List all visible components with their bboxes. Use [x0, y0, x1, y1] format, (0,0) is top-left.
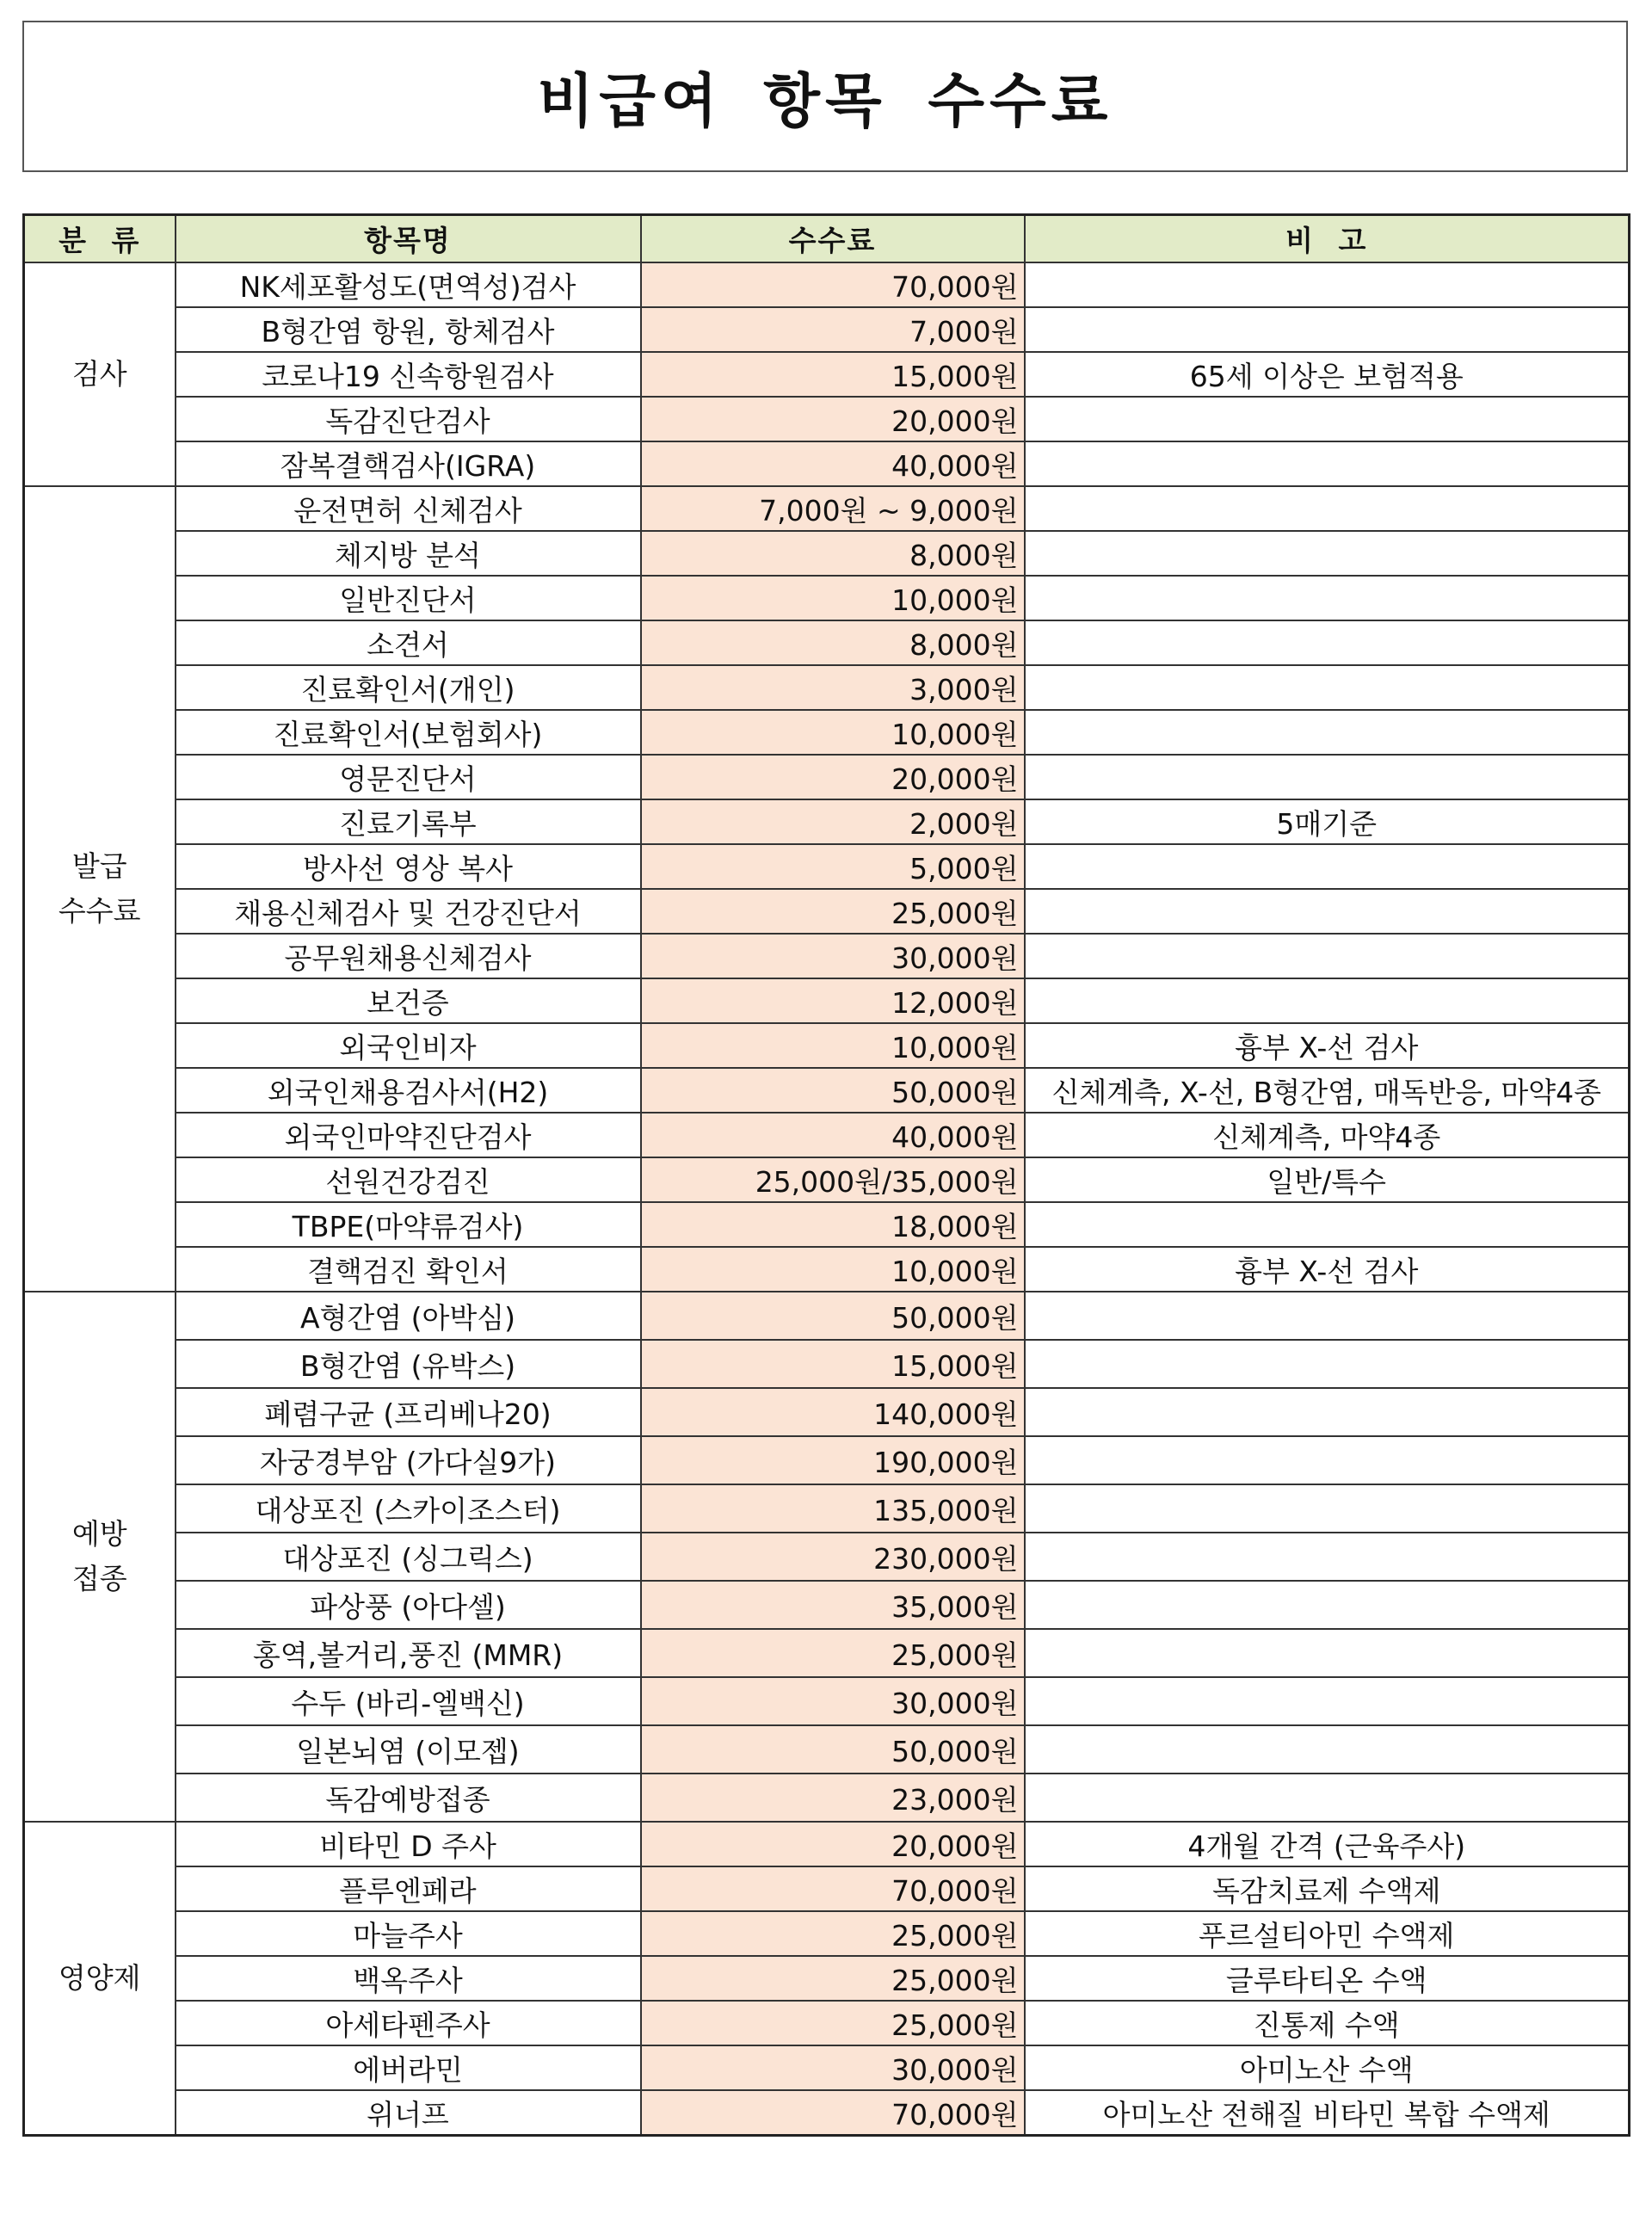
fee-cell: 7,000원 ~ 9,000원 — [641, 486, 1025, 531]
table-row — [24, 1774, 1630, 1822]
note-cell — [1025, 1533, 1630, 1581]
item-cell: 파상풍 (아다셀) — [176, 1581, 641, 1629]
note-cell: 4개월 간격 (근육주사) — [1025, 1822, 1630, 1866]
note-cell — [1025, 978, 1630, 1023]
note-cell — [1025, 307, 1630, 352]
table-row — [24, 1340, 1630, 1388]
note-cell — [1025, 262, 1630, 307]
table-row — [24, 1677, 1630, 1725]
table-row — [24, 2090, 1630, 2136]
note-cell: 흉부 X-선 검사 — [1025, 1247, 1630, 1292]
table-row — [24, 1388, 1630, 1436]
table-row — [24, 934, 1630, 978]
item-cell: 결핵검진 확인서 — [176, 1247, 641, 1292]
table-row — [24, 1023, 1630, 1068]
category-cell-vaccine — [24, 1292, 176, 1822]
table-row — [24, 1866, 1630, 1911]
table-row — [24, 576, 1630, 620]
item-cell: 영문진단서 — [176, 755, 641, 799]
item-cell: 독감진단검사 — [176, 397, 641, 441]
note-cell: 글루타티온 수액 — [1025, 1956, 1630, 2001]
note-cell — [1025, 1774, 1630, 1822]
note-cell: 푸르설티아민 수액제 — [1025, 1911, 1630, 1956]
table-row — [24, 1533, 1630, 1581]
fee-cell: 10,000원 — [641, 710, 1025, 755]
item-cell: 보건증 — [176, 978, 641, 1023]
note-cell: 흉부 X-선 검사 — [1025, 1023, 1630, 1068]
table-row — [24, 531, 1630, 576]
item-cell: 수두 (바리-엘백신) — [176, 1677, 641, 1725]
table-row — [24, 889, 1630, 934]
note-cell: 5매기준 — [1025, 799, 1630, 844]
header-category: 분 류 — [24, 215, 176, 263]
note-cell — [1025, 665, 1630, 710]
fee-cell: 40,000원 — [641, 1113, 1025, 1157]
fee-cell: 20,000원 — [641, 1822, 1025, 1866]
fee-table — [22, 213, 1630, 2137]
table-row — [24, 1113, 1630, 1157]
table-row — [24, 441, 1630, 486]
table-row — [24, 1911, 1630, 1956]
item-cell: TBPE(마약류검사) — [176, 1202, 641, 1247]
table-row — [24, 620, 1630, 665]
note-cell: 아미노산 전해질 비타민 복합 수액제 — [1025, 2090, 1630, 2136]
table-row — [24, 844, 1630, 889]
note-cell — [1025, 576, 1630, 620]
fee-cell: 12,000원 — [641, 978, 1025, 1023]
item-cell: 체지방 분석 — [176, 531, 641, 576]
fee-cell: 230,000원 — [641, 1533, 1025, 1581]
table-row — [24, 262, 1630, 307]
table-row — [24, 1581, 1630, 1629]
item-cell: B형간염 (유박스) — [176, 1340, 641, 1388]
item-cell: 에버라민 — [176, 2045, 641, 2090]
title-box — [22, 21, 1628, 172]
fee-cell: 15,000원 — [641, 1340, 1025, 1388]
item-cell: 외국인마약진단검사 — [176, 1113, 641, 1157]
fee-cell: 190,000원 — [641, 1436, 1025, 1484]
header-fee: 수수료 — [641, 215, 1025, 263]
item-cell: 진료확인서(보험회사) — [176, 710, 641, 755]
note-cell — [1025, 1292, 1630, 1340]
note-cell — [1025, 1581, 1630, 1629]
note-cell — [1025, 620, 1630, 665]
table-body — [24, 262, 1630, 2136]
table-row — [24, 397, 1630, 441]
note-cell — [1025, 889, 1630, 934]
table-row — [24, 486, 1630, 531]
item-cell: 소견서 — [176, 620, 641, 665]
table-row — [24, 2045, 1630, 2090]
table-row — [24, 710, 1630, 755]
fee-cell: 8,000원 — [641, 620, 1025, 665]
note-cell: 독감치료제 수액제 — [1025, 1866, 1630, 1911]
item-cell: 일반진단서 — [176, 576, 641, 620]
fee-cell: 18,000원 — [641, 1202, 1025, 1247]
fee-cell: 140,000원 — [641, 1388, 1025, 1436]
item-cell: 백옥주사 — [176, 1956, 641, 2001]
category-cell-nutrition — [24, 1822, 176, 2136]
item-cell: 독감예방접종 — [176, 1774, 641, 1822]
table-row — [24, 1247, 1630, 1292]
note-cell — [1025, 1202, 1630, 1247]
table-row — [24, 2001, 1630, 2045]
category-label: 예방 — [71, 1517, 127, 1551]
item-cell: 코로나19 신속항원검사 — [176, 352, 641, 397]
item-cell: 외국인채용검사서(H2) — [176, 1068, 641, 1113]
fee-cell: 25,000원/35,000원 — [641, 1157, 1025, 1202]
note-cell — [1025, 710, 1630, 755]
note-cell — [1025, 397, 1630, 441]
note-cell: 일반/특수 — [1025, 1157, 1630, 1202]
item-cell: 운전면허 신체검사 — [176, 486, 641, 531]
note-cell — [1025, 1340, 1630, 1388]
fee-cell: 30,000원 — [641, 2045, 1025, 2090]
fee-cell: 20,000원 — [641, 397, 1025, 441]
header-row — [24, 215, 1630, 263]
item-cell: 진료확인서(개인) — [176, 665, 641, 710]
item-cell: NK세포활성도(면역성)검사 — [176, 262, 641, 307]
item-cell: 선원건강검진 — [176, 1157, 641, 1202]
item-cell: 위너프 — [176, 2090, 641, 2136]
note-cell — [1025, 486, 1630, 531]
note-cell — [1025, 1629, 1630, 1677]
item-cell: 채용신체검사 및 건강진단서 — [176, 889, 641, 934]
fee-cell: 25,000원 — [641, 889, 1025, 934]
note-cell: 신체계측, X-선, B형간염, 매독반응, 마약4종 — [1025, 1068, 1630, 1113]
item-cell: 진료기록부 — [176, 799, 641, 844]
fee-cell: 5,000원 — [641, 844, 1025, 889]
fee-cell: 50,000원 — [641, 1292, 1025, 1340]
item-cell: 외국인비자 — [176, 1023, 641, 1068]
table-row — [24, 1629, 1630, 1677]
note-cell — [1025, 1388, 1630, 1436]
fee-cell: 30,000원 — [641, 934, 1025, 978]
category-label: 접종 — [71, 1562, 127, 1595]
note-cell — [1025, 531, 1630, 576]
fee-cell: 50,000원 — [641, 1725, 1025, 1774]
table-row — [24, 978, 1630, 1023]
item-cell: 대상포진 (스카이조스터) — [176, 1484, 641, 1533]
table-row — [24, 1068, 1630, 1113]
item-cell: 일본뇌염 (이모젭) — [176, 1725, 641, 1774]
note-cell — [1025, 1484, 1630, 1533]
note-cell — [1025, 1436, 1630, 1484]
item-cell: B형간염 항원, 항체검사 — [176, 307, 641, 352]
table-row — [24, 1436, 1630, 1484]
note-cell — [1025, 1677, 1630, 1725]
fee-cell: 40,000원 — [641, 441, 1025, 486]
table-row — [24, 1956, 1630, 2001]
fee-cell: 8,000원 — [641, 531, 1025, 576]
fee-cell: 20,000원 — [641, 755, 1025, 799]
item-cell: 아세타펜주사 — [176, 2001, 641, 2045]
item-cell: 대상포진 (싱그릭스) — [176, 1533, 641, 1581]
note-cell: 아미노산 수액 — [1025, 2045, 1630, 2090]
category-label: 발급 — [71, 849, 127, 883]
table-row — [24, 1822, 1630, 1866]
note-cell — [1025, 1725, 1630, 1774]
table-row — [24, 307, 1630, 352]
fee-cell: 2,000원 — [641, 799, 1025, 844]
fee-cell: 135,000원 — [641, 1484, 1025, 1533]
fee-cell: 50,000원 — [641, 1068, 1025, 1113]
fee-cell: 25,000원 — [641, 1629, 1025, 1677]
table-row — [24, 1725, 1630, 1774]
item-cell: 홍역,볼거리,풍진 (MMR) — [176, 1629, 641, 1677]
table-row — [24, 1202, 1630, 1247]
note-cell — [1025, 755, 1630, 799]
fee-cell: 70,000원 — [641, 1866, 1025, 1911]
note-cell — [1025, 441, 1630, 486]
item-cell: 잠복결핵검사(IGRA) — [176, 441, 641, 486]
note-cell — [1025, 844, 1630, 889]
note-cell: 진통제 수액 — [1025, 2001, 1630, 2045]
note-cell: 신체계측, 마약4종 — [1025, 1113, 1630, 1157]
fee-cell: 10,000원 — [641, 1023, 1025, 1068]
header-item: 항목명 — [176, 215, 641, 263]
fee-cell: 10,000원 — [641, 576, 1025, 620]
item-cell: 방사선 영상 복사 — [176, 844, 641, 889]
table-row — [24, 799, 1630, 844]
item-cell: 공무원채용신체검사 — [176, 934, 641, 978]
fee-cell: 23,000원 — [641, 1774, 1025, 1822]
fee-cell: 7,000원 — [641, 307, 1025, 352]
fee-cell: 3,000원 — [641, 665, 1025, 710]
fee-cell: 70,000원 — [641, 262, 1025, 307]
category-label: 수수료 — [58, 894, 141, 928]
note-cell: 65세 이상은 보험적용 — [1025, 352, 1630, 397]
item-cell: A형간염 (아박심) — [176, 1292, 641, 1340]
fee-cell: 25,000원 — [641, 1911, 1025, 1956]
fee-cell: 15,000원 — [641, 352, 1025, 397]
table-row — [24, 1484, 1630, 1533]
item-cell: 폐렴구균 (프리베나20) — [176, 1388, 641, 1436]
header-note: 비 고 — [1025, 215, 1630, 263]
category-cell-exam — [24, 262, 176, 486]
table-row — [24, 755, 1630, 799]
note-cell — [1025, 934, 1630, 978]
fee-cell: 25,000원 — [641, 2001, 1025, 2045]
category-label: 영양제 — [58, 1961, 141, 1995]
fee-cell: 10,000원 — [641, 1247, 1025, 1292]
fee-cell: 30,000원 — [641, 1677, 1025, 1725]
table-row — [24, 1292, 1630, 1340]
item-cell: 비타민 D 주사 — [176, 1822, 641, 1866]
table-row — [24, 1157, 1630, 1202]
category-cell-issue — [24, 486, 176, 1292]
fee-cell: 70,000원 — [641, 2090, 1025, 2136]
table-row — [24, 352, 1630, 397]
item-cell: 마늘주사 — [176, 1911, 641, 1956]
page-title: 비급여 항목 수수료 — [537, 67, 1113, 136]
fee-cell: 25,000원 — [641, 1956, 1025, 2001]
item-cell: 플루엔페라 — [176, 1866, 641, 1911]
item-cell: 자궁경부암 (가다실9가) — [176, 1436, 641, 1484]
table-row — [24, 665, 1630, 710]
category-label: 검사 — [71, 357, 127, 391]
fee-cell: 35,000원 — [641, 1581, 1025, 1629]
